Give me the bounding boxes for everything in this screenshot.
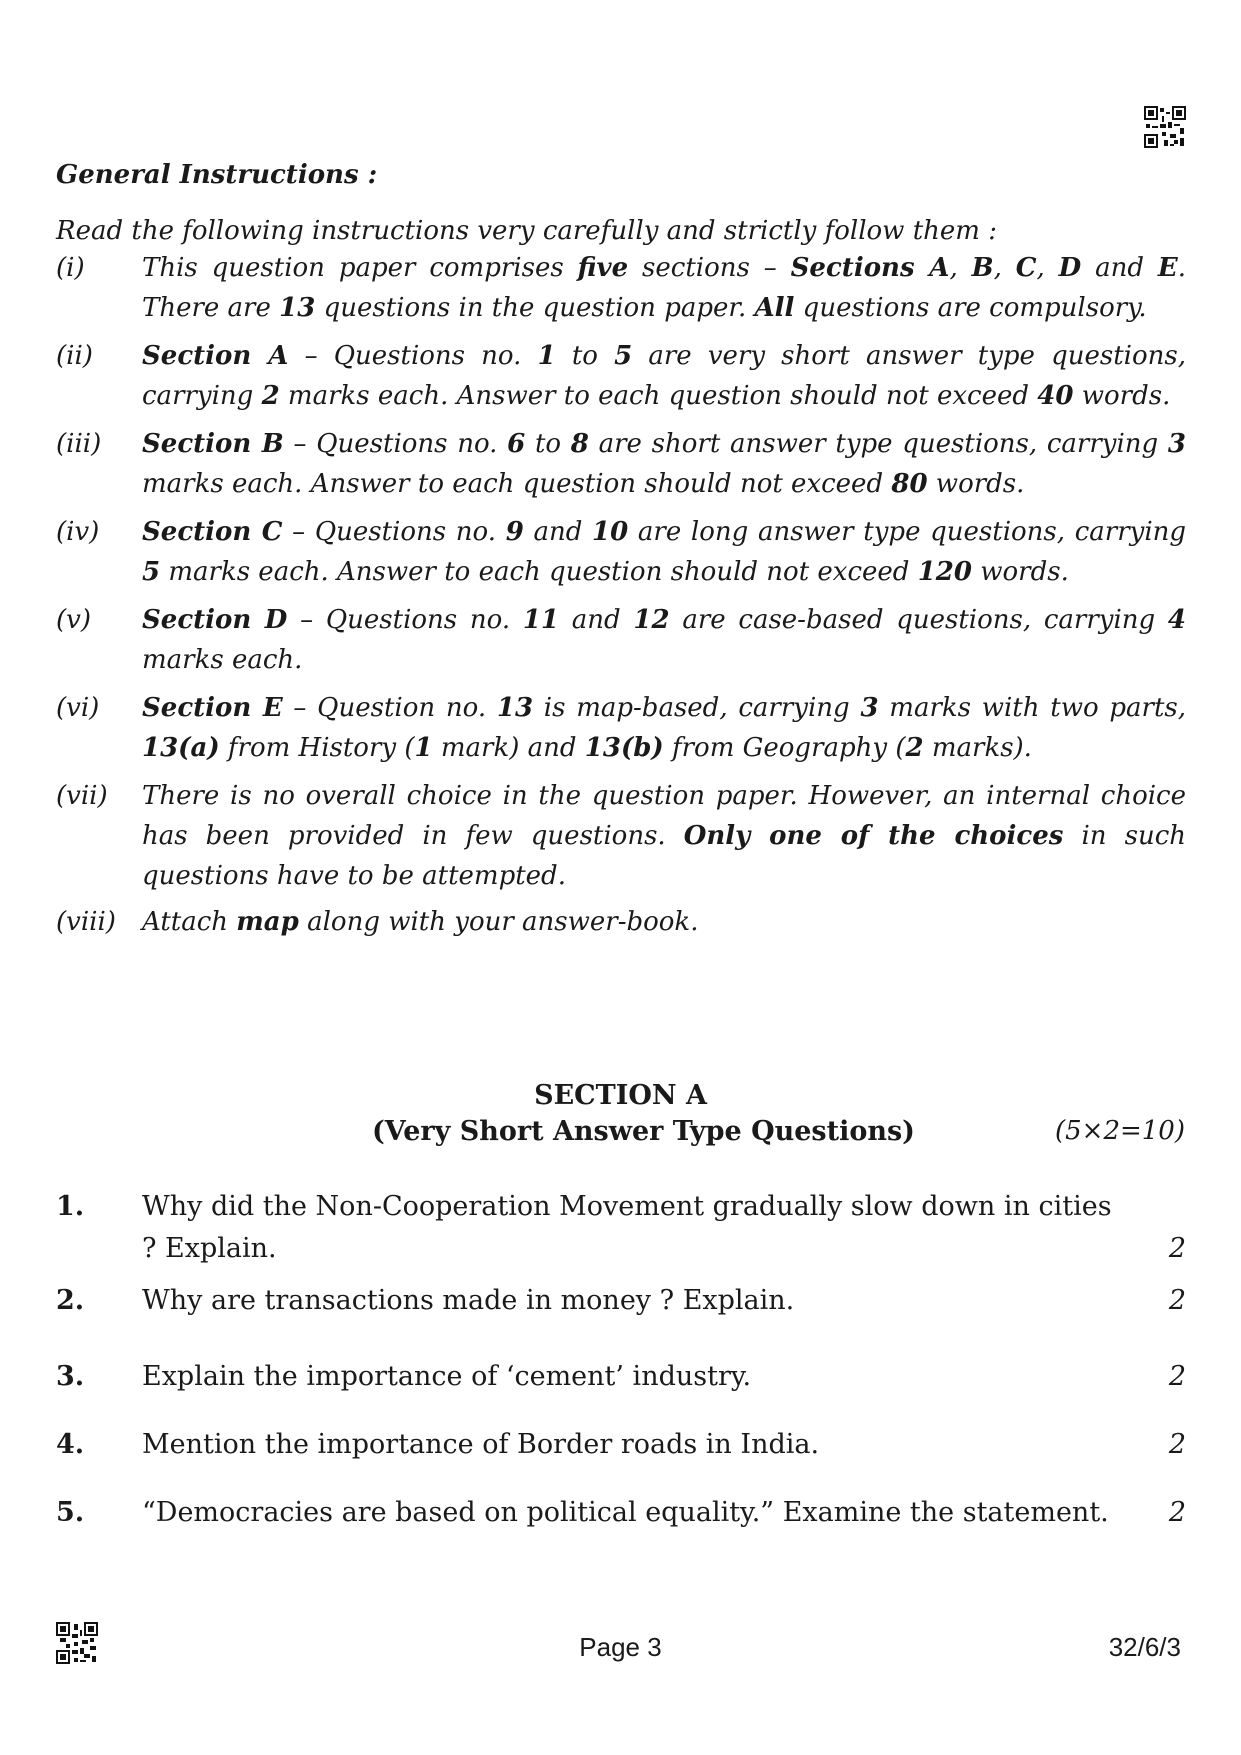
instruction-text: Section E – Question no. 13 is map-based, carrying 3 marks with two parts, 13(a) from History (1 mark) and 13(b) from Geography (2 marks). (142, 693, 1187, 763)
question-text: Why are transactions made in money ? Explain. (142, 1285, 795, 1316)
question-marks: 2 (1168, 1285, 1186, 1316)
question-marks: 2 (1168, 1361, 1186, 1392)
instruction-number: (iii) (56, 429, 102, 459)
section-subtitle: (Very Short Answer Type Questions) (372, 1116, 915, 1147)
question-marks: 2 (1168, 1497, 1186, 1528)
question-marks: 2 (1168, 1233, 1186, 1264)
instruction-number: (v) (56, 605, 91, 635)
instructions-heading: General Instructions : (56, 160, 378, 190)
question-number: 3. (56, 1361, 85, 1392)
instruction-text: This question paper comprises five sections – Sections A, B, C, D and E. There are 13 questions in the question paper. All questions are compulsory. (142, 253, 1186, 323)
instruction-text: Attach map along with your answer-book. (142, 907, 699, 937)
paper-code: 32/6/3 (1108, 1632, 1181, 1662)
question-text: Mention the importance of Border roads in India. (142, 1429, 820, 1460)
instructions-intro: Read the following instructions very carefully and strictly follow them : (56, 216, 997, 246)
instruction-text: Section A – Questions no. 1 to 5 are very short answer type questions, carrying 2 marks each. Answer to each question should not exceed 40 words. (142, 341, 1186, 411)
qr-code-icon (1144, 106, 1186, 148)
question-number: 2. (56, 1285, 85, 1316)
question-number: 1. (56, 1191, 85, 1222)
instruction-number: (viii) (56, 907, 116, 937)
instruction-number: (vi) (56, 693, 100, 723)
question-text: Why did the Non-Cooperation Movement gradually slow down in cities ? Explain. (142, 1191, 1112, 1264)
instruction-text: Section B – Questions no. 6 to 8 are short answer type questions, carrying 3 marks each. Answer to each question should not exceed 80 words. (142, 429, 1186, 499)
question-text: Explain the importance of ‘cement’ industry. (142, 1361, 752, 1392)
question-marks: 2 (1168, 1429, 1186, 1460)
instruction-number: (vii) (56, 781, 108, 811)
instruction-number: (iv) (56, 517, 100, 547)
question-number: 4. (56, 1429, 85, 1460)
question-number: 5. (56, 1497, 85, 1528)
instruction-text: Section C – Questions no. 9 and 10 are long answer type questions, carrying 5 marks each. Answer to each question should not exceed 120 words. (142, 517, 1187, 587)
instruction-number: (i) (56, 253, 85, 283)
instruction-text: There is no overall choice in the question paper. However, an internal choice has been provided in few questions. Only one of the choices in such questions have to be attempted. (142, 781, 1186, 891)
question-text: “Democracies are based on political equality.” Examine the statement. (142, 1497, 1109, 1528)
instruction-text: Section D – Questions no. 11 and 12 are case-based questions, carrying 4 marks each. (142, 605, 1186, 675)
page-number: Page 3 (579, 1632, 662, 1662)
section-title: SECTION A (534, 1080, 707, 1111)
instruction-number: (ii) (56, 341, 93, 371)
section-marks: (5×2=10) (1054, 1116, 1185, 1146)
